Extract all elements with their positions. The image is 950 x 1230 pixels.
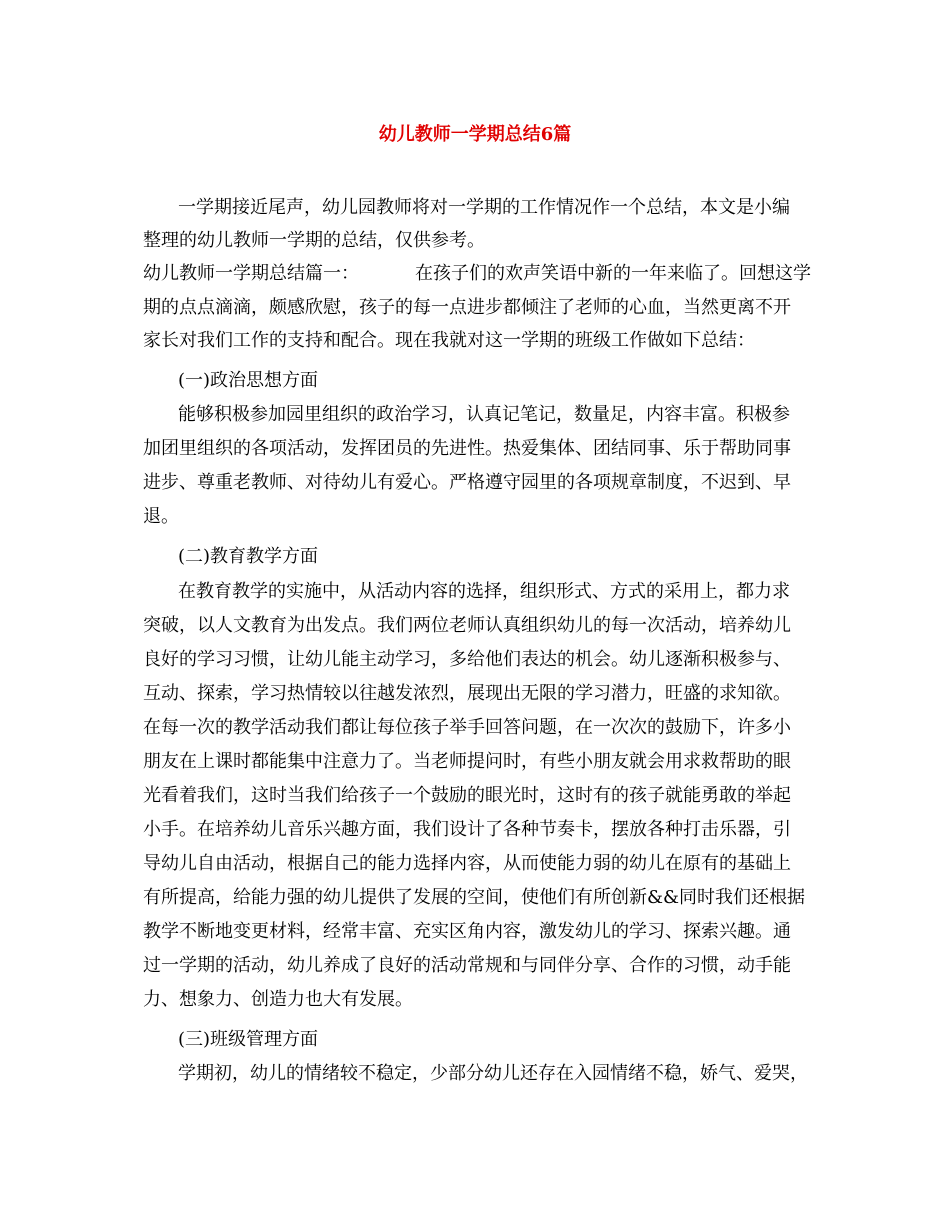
- paragraph-line: 进步、尊重老教师、对待幼儿有爱心。严格遵守园里的各项规章制度，不迟到、早: [143, 472, 791, 493]
- paragraph-line: 良好的学习习惯，让幼儿能主动学习，多给他们表达的机会。幼儿逐渐积极参与、: [143, 649, 791, 670]
- paragraph-line: 退。: [143, 506, 179, 527]
- document-title: 幼儿教师一学期总结6篇: [378, 124, 572, 145]
- paragraph-line: 教学不断地变更材料，经常丰富、充实区角内容，激发幼儿的学习、探索兴趣。通: [143, 921, 791, 942]
- paragraph-line: 突破，以人文教育为出发点。我们两位老师认真组织幼儿的每一次活动，培养幼儿: [143, 615, 791, 636]
- paragraph-line: 能够积极参加园里组织的政治学习，认真记笔记，数量足，内容丰富。积极参: [178, 404, 790, 425]
- paragraph-line: 加团里组织的各项活动，发挥团员的先进性。热爱集体、团结同事、乐于帮助同事: [143, 438, 791, 459]
- paragraph-line: 整理的幼儿教师一学期的总结，仅供参考。: [143, 230, 485, 251]
- paragraph-line: 力、想象力、创造力也大有发展。: [143, 989, 413, 1010]
- paragraph-text: 在孩子们的欢声笑语中新的一年来临了。回想这学: [415, 263, 811, 284]
- subheading: (三)班级管理方面: [178, 1029, 319, 1050]
- paragraph-line: 有所提高，给能力强的幼儿提供了发展的空间，使他们有所创新&&同时我们还根据: [143, 887, 806, 908]
- paragraph-line: [143, 262, 823, 286]
- subheading: (一)政治思想方面: [178, 370, 319, 391]
- paragraph-line: 朋友在上课时都能集中注意力了。当老师提问时，有些小朋友就会用求救帮助的眼: [143, 751, 791, 772]
- paragraph-line: 过一学期的活动，幼儿养成了良好的活动常规和与同伴分享、合作的习惯，动手能: [143, 955, 791, 976]
- section-heading-1: 幼儿教师一学期总结篇一：: [143, 263, 359, 284]
- subheading: (二)教育教学方面: [178, 546, 319, 567]
- paragraph-line: 小手。在培养幼儿音乐兴趣方面，我们设计了各种节奏卡，摆放各种打击乐器，引: [143, 819, 791, 840]
- paragraph-line: 导幼儿自由活动，根据自己的能力选择内容，从而使能力弱的幼儿在原有的基础上: [143, 853, 791, 874]
- paragraph-line: 在每一次的教学活动我们都让每位孩子举手回答问题，在一次次的鼓励下，许多小: [143, 717, 791, 738]
- paragraph-line: 光看着我们，这时当我们给孩子一个鼓励的眼光时，这时有的孩子就能勇敢的举起: [143, 785, 791, 806]
- paragraph-line: 一学期接近尾声，幼儿园教师将对一学期的工作情况作一个总结，本文是小编: [178, 197, 790, 218]
- paragraph-line: 学期初，幼儿的情绪较不稳定，少部分幼儿还存在入园情绪不稳，娇气、爱哭，: [178, 1063, 808, 1084]
- paragraph-line: 互动、探索，学习热情较以往越发浓烈，展现出无限的学习潜力，旺盛的求知欲。: [143, 683, 791, 704]
- paragraph-line: 家长对我们工作的支持和配合。现在我就对这一学期的班级工作做如下总结：: [143, 330, 755, 351]
- paragraph-line: 在教育教学的实施中，从活动内容的选择，组织形式、方式的采用上，都力求: [178, 581, 790, 602]
- paragraph-line: 期的点点滴滴，颇感欣慰，孩子的每一点进步都倾注了老师的心血，当然更离不开: [143, 297, 791, 318]
